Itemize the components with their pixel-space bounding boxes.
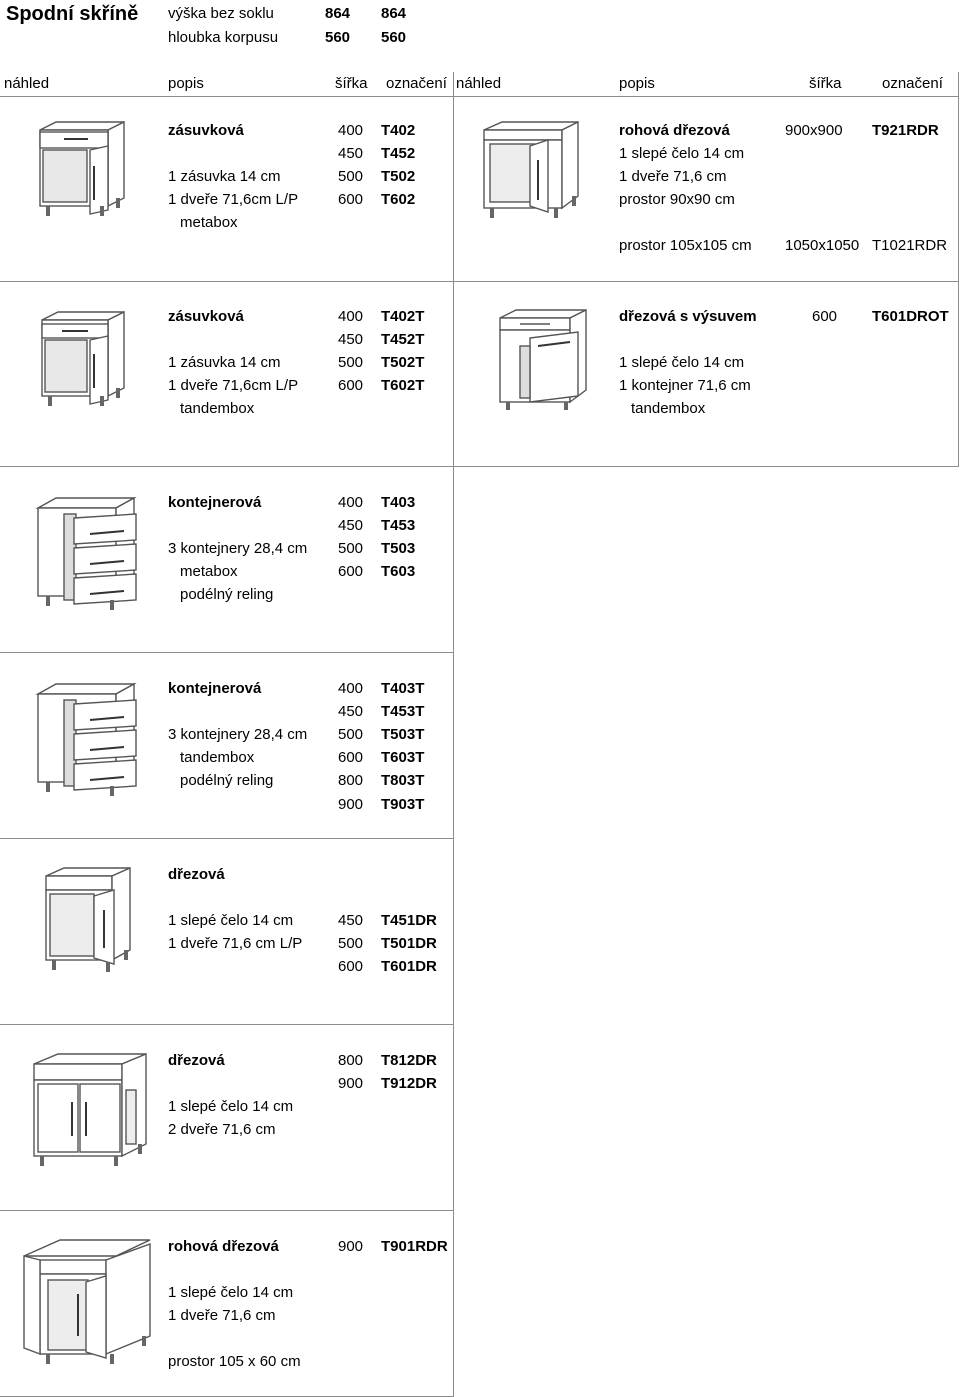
item-code: T502T <box>381 354 425 371</box>
item-width: 450 <box>338 517 364 534</box>
item-width: 600 <box>812 308 838 325</box>
item-code: T912DR <box>381 1075 437 1092</box>
item-code: T453T <box>381 703 425 720</box>
item-desc: tandembox <box>180 400 255 417</box>
item-code: T503T <box>381 726 425 743</box>
item-width: 800 <box>338 1052 364 1069</box>
row-rule-4 <box>0 838 453 839</box>
col-code-left: označení <box>386 75 447 92</box>
sink-cabinet-pullout-image <box>494 306 598 414</box>
item-code: T402 <box>381 122 416 139</box>
item-width: 450 <box>338 912 364 929</box>
item-desc: 1 slepé čelo 14 cm <box>619 145 745 162</box>
item-desc: podélný reling <box>180 772 274 789</box>
item-name: kontejnerová <box>168 680 262 697</box>
item-width: 500 <box>338 168 364 185</box>
row-rule-2 <box>0 466 958 467</box>
item-desc: 1 slepé čelo 14 cm <box>619 354 745 371</box>
col-desc-left: popis <box>168 75 204 92</box>
item-desc: 1 kontejner 71,6 cm <box>619 377 751 394</box>
item-width: 600 <box>338 563 364 580</box>
item-desc: tandembox <box>631 400 706 417</box>
item-width: 900x900 <box>785 122 843 139</box>
item-width: 400 <box>338 494 364 511</box>
height-value-b: 864 <box>381 5 407 22</box>
item-desc: 1 dveře 71,6 cm <box>619 168 727 185</box>
item-width: 500 <box>338 354 364 371</box>
item-code: T1021RDR <box>872 237 948 254</box>
item-code: T501DR <box>381 935 437 952</box>
column-divider <box>453 72 454 1397</box>
item-code: T812DR <box>381 1052 437 1069</box>
item-desc: prostor 90x90 cm <box>619 191 735 208</box>
item-code: T402T <box>381 308 425 325</box>
item-code: T452 <box>381 145 416 162</box>
item-desc: podélný reling <box>180 586 274 603</box>
item-code: T602T <box>381 377 425 394</box>
item-width: 900 <box>338 1238 364 1255</box>
item-desc: 1 zásuvka 14 cm <box>168 168 281 185</box>
row-rule-5 <box>0 1024 453 1025</box>
item-code: T602 <box>381 191 416 208</box>
item-desc: metabox <box>180 214 238 231</box>
item-width: 600 <box>338 377 364 394</box>
col-code-right: označení <box>882 75 943 92</box>
item-name: dřezová <box>168 866 225 883</box>
right-edge-rule <box>958 72 959 467</box>
item-code: T403 <box>381 494 416 511</box>
sink-cabinet-image <box>40 864 140 976</box>
corner-sink-cabinet-image <box>20 1236 156 1372</box>
item-name: rohová dřezová <box>619 122 730 139</box>
item-desc: 1 dveře 71,6cm L/P <box>168 191 299 208</box>
item-code: T502 <box>381 168 416 185</box>
cabinet-three-drawers-image <box>34 494 146 614</box>
item-width: 800 <box>338 772 364 789</box>
col-width-left: šířka <box>335 75 368 92</box>
corner-sink-cabinet-image <box>478 116 588 224</box>
item-desc: prostor 105x105 cm <box>619 237 752 254</box>
item-width: 900 <box>338 796 364 813</box>
row-rule-3 <box>0 652 453 653</box>
item-width: 450 <box>338 331 364 348</box>
height-label: výška bez soklu <box>168 5 274 22</box>
depth-label: hloubka korpusu <box>168 29 279 46</box>
item-code: T453 <box>381 517 416 534</box>
item-width: 900 <box>338 1075 364 1092</box>
height-value-a: 864 <box>325 5 351 22</box>
item-code: T803T <box>381 772 425 789</box>
depth-value-a: 560 <box>325 29 351 46</box>
item-code: T452T <box>381 331 425 348</box>
item-code: T901RDR <box>381 1238 448 1255</box>
item-width: 500 <box>338 726 364 743</box>
col-preview-left: náhled <box>4 75 50 92</box>
item-name: dřezová <box>168 1052 225 1069</box>
item-desc: 2 dveře 71,6 cm <box>168 1121 276 1138</box>
col-width-right: šířka <box>809 75 842 92</box>
item-code: T451DR <box>381 912 437 929</box>
item-name: rohová dřezová <box>168 1238 279 1255</box>
item-desc: prostor 105 x 60 cm <box>168 1353 301 1370</box>
item-desc: 3 kontejnery 28,4 cm <box>168 726 308 743</box>
item-desc: 1 slepé čelo 14 cm <box>168 1284 294 1301</box>
item-desc: 3 kontejnery 28,4 cm <box>168 540 308 557</box>
page-title: Spodní skříně <box>6 3 139 25</box>
item-name: zásuvková <box>168 122 244 139</box>
item-width: 500 <box>338 540 364 557</box>
cabinet-three-drawers-image <box>34 680 146 800</box>
item-width: 500 <box>338 935 364 952</box>
item-code: T601DROT <box>872 308 949 325</box>
header-rule <box>0 96 958 97</box>
item-width: 400 <box>338 308 364 325</box>
item-desc: 1 dveře 71,6 cm L/P <box>168 935 303 952</box>
item-code: T903T <box>381 796 425 813</box>
item-width: 400 <box>338 122 364 139</box>
item-width: 450 <box>338 703 364 720</box>
item-width: 600 <box>338 958 364 975</box>
item-width: 1050x1050 <box>785 237 860 254</box>
col-desc-right: popis <box>619 75 655 92</box>
col-preview-right: náhled <box>456 75 502 92</box>
item-desc: 1 zásuvka 14 cm <box>168 354 281 371</box>
item-code: T921RDR <box>872 122 939 139</box>
item-code: T403T <box>381 680 425 697</box>
row-rule-6 <box>0 1210 453 1211</box>
depth-value-b: 560 <box>381 29 407 46</box>
item-name: kontejnerová <box>168 494 262 511</box>
sink-cabinet-two-doors-image <box>30 1050 154 1174</box>
item-code: T601DR <box>381 958 437 975</box>
item-width: 450 <box>338 145 364 162</box>
item-name: zásuvková <box>168 308 244 325</box>
item-desc: 1 dveře 71,6cm L/P <box>168 377 299 394</box>
item-desc: metabox <box>180 563 238 580</box>
item-name: dřezová s výsuvem <box>619 308 757 325</box>
item-width: 600 <box>338 749 364 766</box>
item-desc: 1 dveře 71,6 cm <box>168 1307 276 1324</box>
item-code: T503 <box>381 540 416 557</box>
cabinet-drawer-door-image <box>34 118 134 226</box>
item-desc: 1 slepé čelo 14 cm <box>168 1098 294 1115</box>
item-width: 400 <box>338 680 364 697</box>
item-desc: 1 slepé čelo 14 cm <box>168 912 294 929</box>
item-desc: tandembox <box>180 749 255 766</box>
item-code: T603 <box>381 563 416 580</box>
cabinet-drawer-door-image <box>36 308 132 416</box>
item-width: 600 <box>338 191 364 208</box>
item-code: T603T <box>381 749 425 766</box>
row-rule-1 <box>0 281 958 282</box>
